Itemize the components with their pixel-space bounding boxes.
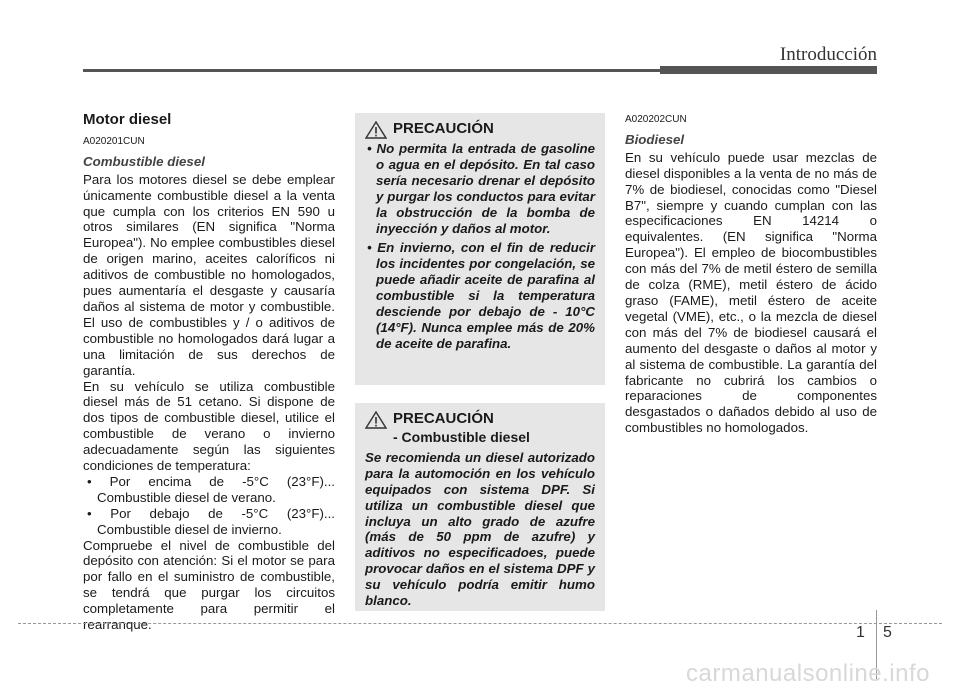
list-item: • En invierno, con el fin de reducir los incidentes por congelación, se puede añadir aceite de parafina al combustible si la temperatura desciende por debajo de - 10°C (14°F). Nunca emplee más de 20% de aceite de parafina. — [367, 240, 595, 351]
temperature-list — [83, 474, 335, 538]
header-rule-accent — [660, 66, 877, 74]
page-number: 5 — [883, 624, 892, 641]
list-item: • Por encima de -5°C (23°F)... Combustible diesel de verano. — [87, 473, 335, 505]
right-column — [625, 112, 877, 436]
chapter-number: 1 — [856, 624, 865, 641]
section-subheading: Biodiesel — [625, 131, 685, 147]
list-item: • Por debajo de -5°C (23°F)... Combustible diesel de invierno. — [87, 505, 335, 537]
warning-triangle-icon — [365, 411, 387, 429]
caution-box-diesel — [355, 403, 605, 611]
section-heading: Motor diesel — [83, 111, 172, 128]
caution-title: PRECAUCIÓN — [393, 410, 494, 427]
caution-subtitle: - Combustible diesel — [393, 429, 530, 445]
watermark: carmanualsonline.info — [686, 660, 930, 687]
caution-box — [355, 113, 605, 385]
caution-title: PRECAUCIÓN — [393, 120, 494, 137]
warning-triangle-icon — [365, 121, 387, 139]
paragraph: En su vehículo se utiliza combustible diesel más de 51 cetano. Si dispone de dos tipos de combustible diesel, utilice el combustible de verano o invierno adecuadamente según las siguientes condiciones de temperatura: — [83, 378, 335, 474]
section-code: A020202CUN — [625, 114, 687, 125]
caution-list — [365, 141, 595, 352]
caution-header — [365, 121, 595, 139]
caution-header — [365, 411, 595, 429]
left-column — [83, 112, 335, 633]
section-subheading: Combustible diesel — [83, 153, 205, 169]
caution-text: Se recomienda un diesel autorizado para la automoción en los vehículo equipados con sistema DPF. Si utiliza un combustible diesel que incluya un alto grado de azufre (más de 50 ppm de azufre) y aditivos no especificadoes, puede provocar daños en el sistema DPF y su vehículo podría emitir humo blanco. — [365, 449, 595, 609]
list-item: • No permita la entrada de gasoline o agua en el depósito. En tal caso sería necesario drenar el depósito y purgar los conductos para evitar la obstrucción de la bomba de inyección y daños al motor. — [367, 141, 595, 236]
paragraph: Compruebe el nivel de combustible del depósito con atención: Si el motor se para por fallo en el suministro de combustible, se tendrá que purgar los circuitos completamente para permitir el rearranque. — [83, 537, 335, 633]
header-title: Introducción — [779, 44, 877, 65]
paragraph: Para los motores diesel se debe emplear únicamente combustible diesel a la venta que cumpla con los criterios EN 590 u otros similares (EN significa "Norma Europea"). No emplee combustibles diesel de origen marino, aceites caloríficos ni aditivos de combustible no homologados, pues aumentaría el desgaste y causaría daños al sistema de motor y combustible. El uso de combustibles y / o aditivos de combustible no homologados dará lugar a una limitación de sus derechos de garantía. — [83, 171, 335, 378]
paragraph: En su vehículo puede usar mezclas de diesel disponibles a la venta de no más de 7% de biodiesel, conocidas como "Diesel B7", siempre y cuando cumplan con las especificaciones EN 14214 o equivalentes. (EN significa "Norma Europea"). El empleo de biocombustibles con más del 7% de metil éstero de semilla de colza (RME), metil éstero de ácido graso (FAME), metil éstero de aceite vegetal (VME), etc., o la mezcla de diesel con más del 7% de biodiesel causará el aumento del desgaste o daños al motor y al sistema de combustible. La garantía del fabricante no cubrirá los cambios o reparaciones de componentes desgastados o dañados debido al uso de combustibles no homologados. — [625, 149, 877, 436]
footer-rule — [18, 623, 942, 624]
section-code: A020201CUN — [83, 135, 145, 147]
